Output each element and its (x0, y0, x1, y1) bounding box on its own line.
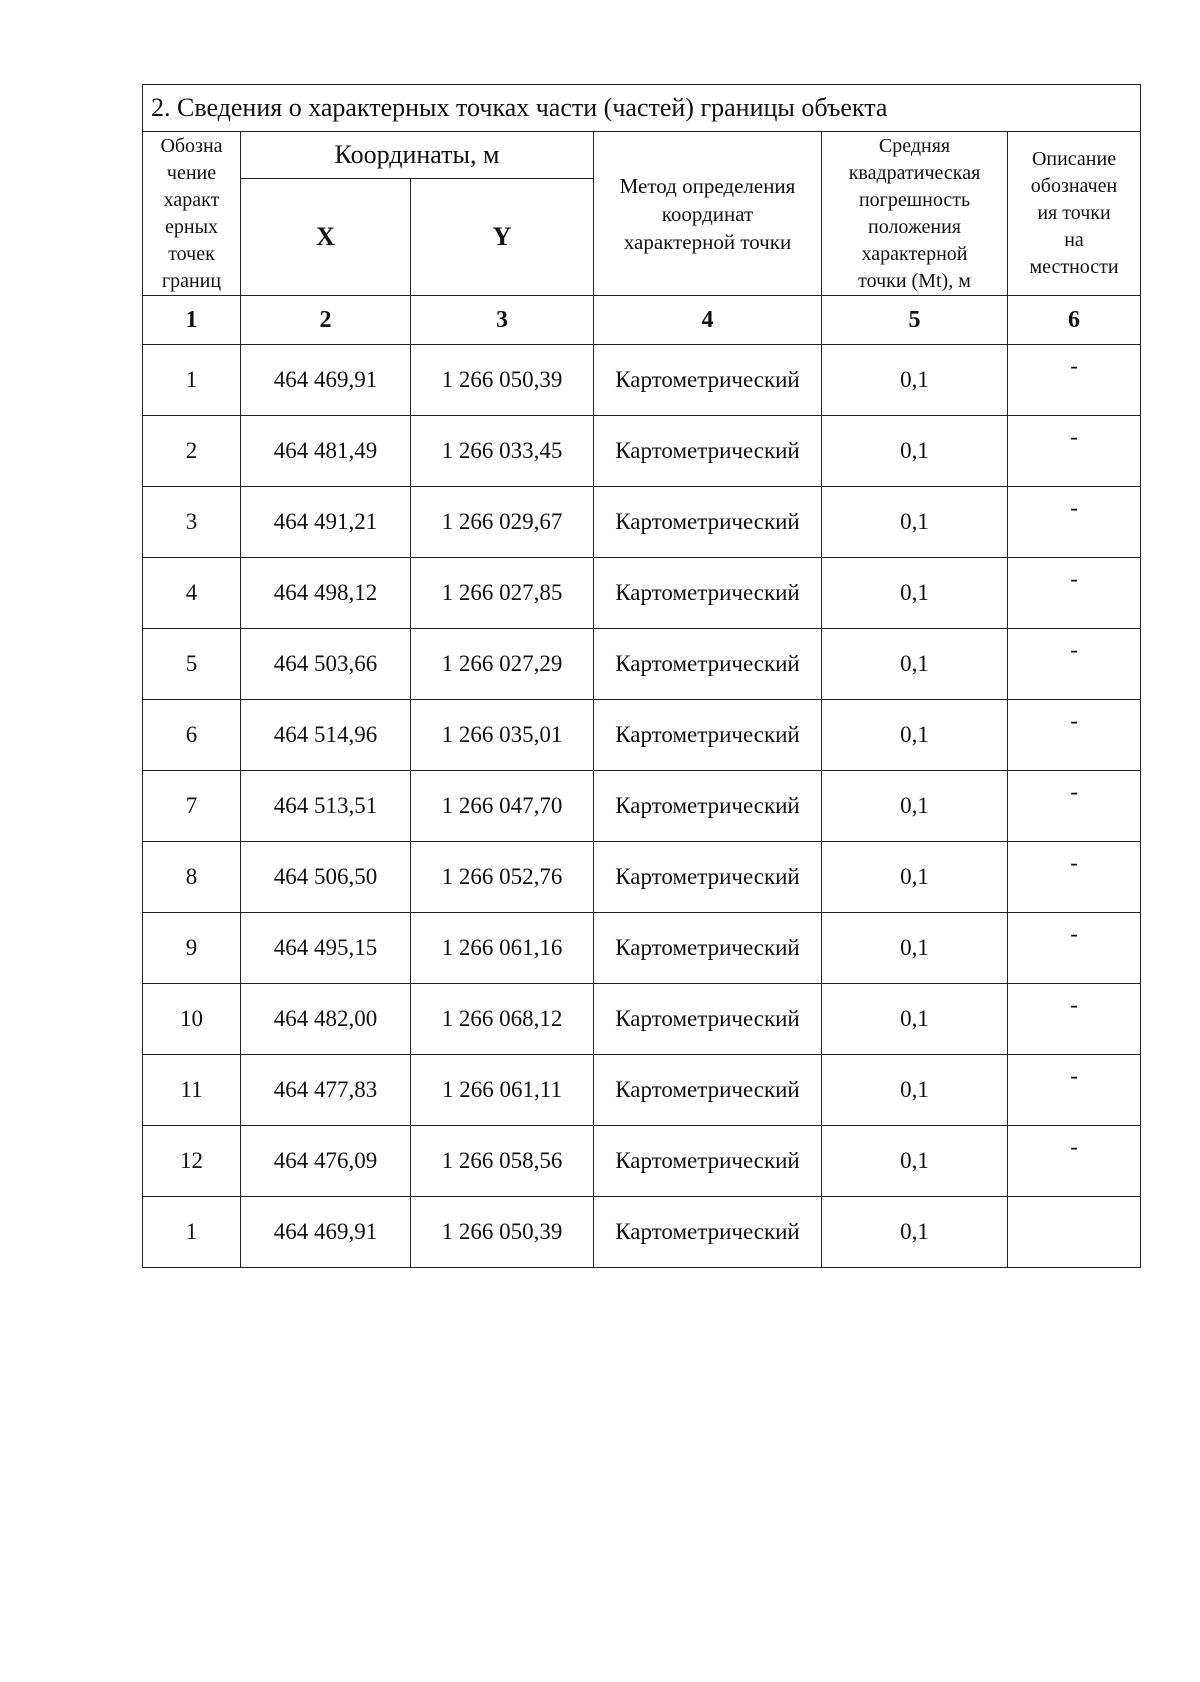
coordinate-x: 464 513,51 (241, 771, 411, 842)
coordinate-y: 1 266 050,39 (411, 345, 594, 416)
point-number: 9 (143, 913, 241, 984)
method-cell: Картометрический (594, 842, 822, 913)
method-cell: Картометрический (594, 629, 822, 700)
table-row (143, 771, 1141, 842)
column-number-3: 3 (411, 296, 594, 345)
mt-cell: 0,1 (822, 1197, 1008, 1268)
mt-cell: 0,1 (822, 984, 1008, 1055)
table-row (143, 1055, 1141, 1126)
header-line: координат (661, 201, 754, 226)
header-line: на (1064, 229, 1084, 251)
header-line: местности (1029, 256, 1119, 278)
mt-cell: 0,1 (822, 1126, 1008, 1197)
coordinate-y: 1 266 035,01 (411, 700, 594, 771)
method-cell: Картометрический (594, 1197, 822, 1268)
mt-cell: 0,1 (822, 913, 1008, 984)
point-number: 12 (143, 1126, 241, 1197)
table-row (143, 913, 1141, 984)
method-cell: Картометрический (594, 913, 822, 984)
description-cell (1008, 1197, 1141, 1268)
method-cell: Картометрический (594, 700, 822, 771)
description-cell: - (1008, 487, 1141, 558)
coordinate-y: 1 266 058,56 (411, 1126, 594, 1197)
mt-cell: 0,1 (822, 842, 1008, 913)
point-number: 8 (143, 842, 241, 913)
header-line: обозначен (1030, 175, 1118, 197)
point-number: 4 (143, 558, 241, 629)
header-line: ия точки (1037, 202, 1111, 224)
column-number-5: 5 (822, 296, 1008, 345)
header-line: чение (166, 161, 217, 184)
method-cell: Картометрический (594, 1055, 822, 1126)
coordinate-y: 1 266 029,67 (411, 487, 594, 558)
column-number-2: 2 (241, 296, 411, 345)
method-cell: Картометрический (594, 416, 822, 487)
description-cell: - (1008, 1055, 1141, 1126)
section-title: 2. Сведения о характерных точках части (частей) границы объекта (143, 85, 1141, 132)
coordinate-x: 464 506,50 (241, 842, 411, 913)
coordinate-y: 1 266 068,12 (411, 984, 594, 1055)
point-number: 6 (143, 700, 241, 771)
document-sheet (142, 84, 1140, 1268)
column-number-4: 4 (594, 296, 822, 345)
table-row (143, 416, 1141, 487)
point-number: 10 (143, 984, 241, 1055)
method-cell: Картометрический (594, 1126, 822, 1197)
column-number-1: 1 (143, 296, 241, 345)
coordinate-x: 464 495,15 (241, 913, 411, 984)
method-cell: Картометрический (594, 487, 822, 558)
coordinate-x: 464 477,83 (241, 1055, 411, 1126)
coordinate-x: 464 469,91 (241, 345, 411, 416)
coordinate-x: 464 481,49 (241, 416, 411, 487)
coordinate-y: 1 266 061,11 (411, 1055, 594, 1126)
point-number: 3 (143, 487, 241, 558)
description-cell: - (1008, 771, 1141, 842)
table-row (143, 345, 1141, 416)
header-coordinates: Координаты, м (241, 132, 594, 179)
header-line: точки (Mt), м (858, 269, 971, 292)
method-cell: Картометрический (594, 558, 822, 629)
description-cell: - (1008, 345, 1141, 416)
coordinate-y: 1 266 033,45 (411, 416, 594, 487)
coordinate-y: 1 266 050,39 (411, 1197, 594, 1268)
mt-cell: 0,1 (822, 345, 1008, 416)
description-cell: - (1008, 416, 1141, 487)
coordinate-y: 1 266 052,76 (411, 842, 594, 913)
description-cell: - (1008, 629, 1141, 700)
mt-cell: 0,1 (822, 771, 1008, 842)
header-error (822, 132, 1008, 296)
point-number: 11 (143, 1055, 241, 1126)
header-line: погрешность (858, 188, 971, 211)
mt-cell: 0,1 (822, 700, 1008, 771)
coordinate-y: 1 266 061,16 (411, 913, 594, 984)
method-cell: Картометрический (594, 984, 822, 1055)
mt-cell: 0,1 (822, 629, 1008, 700)
table-row (143, 487, 1141, 558)
header-line: Метод определения (619, 173, 796, 198)
description-cell: - (1008, 984, 1141, 1055)
point-number: 2 (143, 416, 241, 487)
table-row (143, 558, 1141, 629)
table-body (143, 345, 1141, 1268)
mt-cell: 0,1 (822, 1055, 1008, 1126)
header-line: точек (168, 242, 215, 265)
description-cell: - (1008, 913, 1141, 984)
coordinate-x: 464 469,91 (241, 1197, 411, 1268)
header-description (1008, 132, 1141, 296)
header-line: характерной (861, 242, 968, 265)
header-line: характерной точки (623, 229, 792, 254)
header-line: положения (868, 215, 961, 238)
method-cell: Картометрический (594, 345, 822, 416)
boundary-points-table (142, 84, 1141, 1268)
header-designation (143, 132, 241, 296)
table-row (143, 1197, 1141, 1268)
header-line: Описание (1031, 148, 1117, 170)
column-number-6: 6 (1008, 296, 1141, 345)
point-number: 1 (143, 1197, 241, 1268)
description-cell: - (1008, 700, 1141, 771)
header-line: границ (161, 269, 222, 292)
coordinate-x: 464 491,21 (241, 487, 411, 558)
description-cell: - (1008, 558, 1141, 629)
mt-cell: 0,1 (822, 558, 1008, 629)
mt-cell: 0,1 (822, 416, 1008, 487)
header-line: квадратическая (848, 161, 981, 184)
description-cell: - (1008, 1126, 1141, 1197)
coordinate-y: 1 266 027,29 (411, 629, 594, 700)
method-cell: Картометрический (594, 771, 822, 842)
coordinate-y: 1 266 047,70 (411, 771, 594, 842)
header-y: Y (411, 179, 594, 296)
table-row (143, 842, 1141, 913)
coordinate-y: 1 266 027,85 (411, 558, 594, 629)
point-number: 5 (143, 629, 241, 700)
coordinate-x: 464 476,09 (241, 1126, 411, 1197)
table-row (143, 984, 1141, 1055)
mt-cell: 0,1 (822, 487, 1008, 558)
header-line: Обозна (160, 134, 223, 157)
header-method (594, 132, 822, 296)
table-row (143, 1126, 1141, 1197)
table-row (143, 700, 1141, 771)
header-line: Средняя (878, 134, 951, 157)
coordinate-x: 464 498,12 (241, 558, 411, 629)
table-row (143, 629, 1141, 700)
coordinate-x: 464 503,66 (241, 629, 411, 700)
coordinate-x: 464 482,00 (241, 984, 411, 1055)
point-number: 1 (143, 345, 241, 416)
header-line: характ (163, 188, 220, 211)
header-line: ерных (164, 215, 219, 238)
description-cell: - (1008, 842, 1141, 913)
header-x: X (241, 179, 411, 296)
point-number: 7 (143, 771, 241, 842)
coordinate-x: 464 514,96 (241, 700, 411, 771)
